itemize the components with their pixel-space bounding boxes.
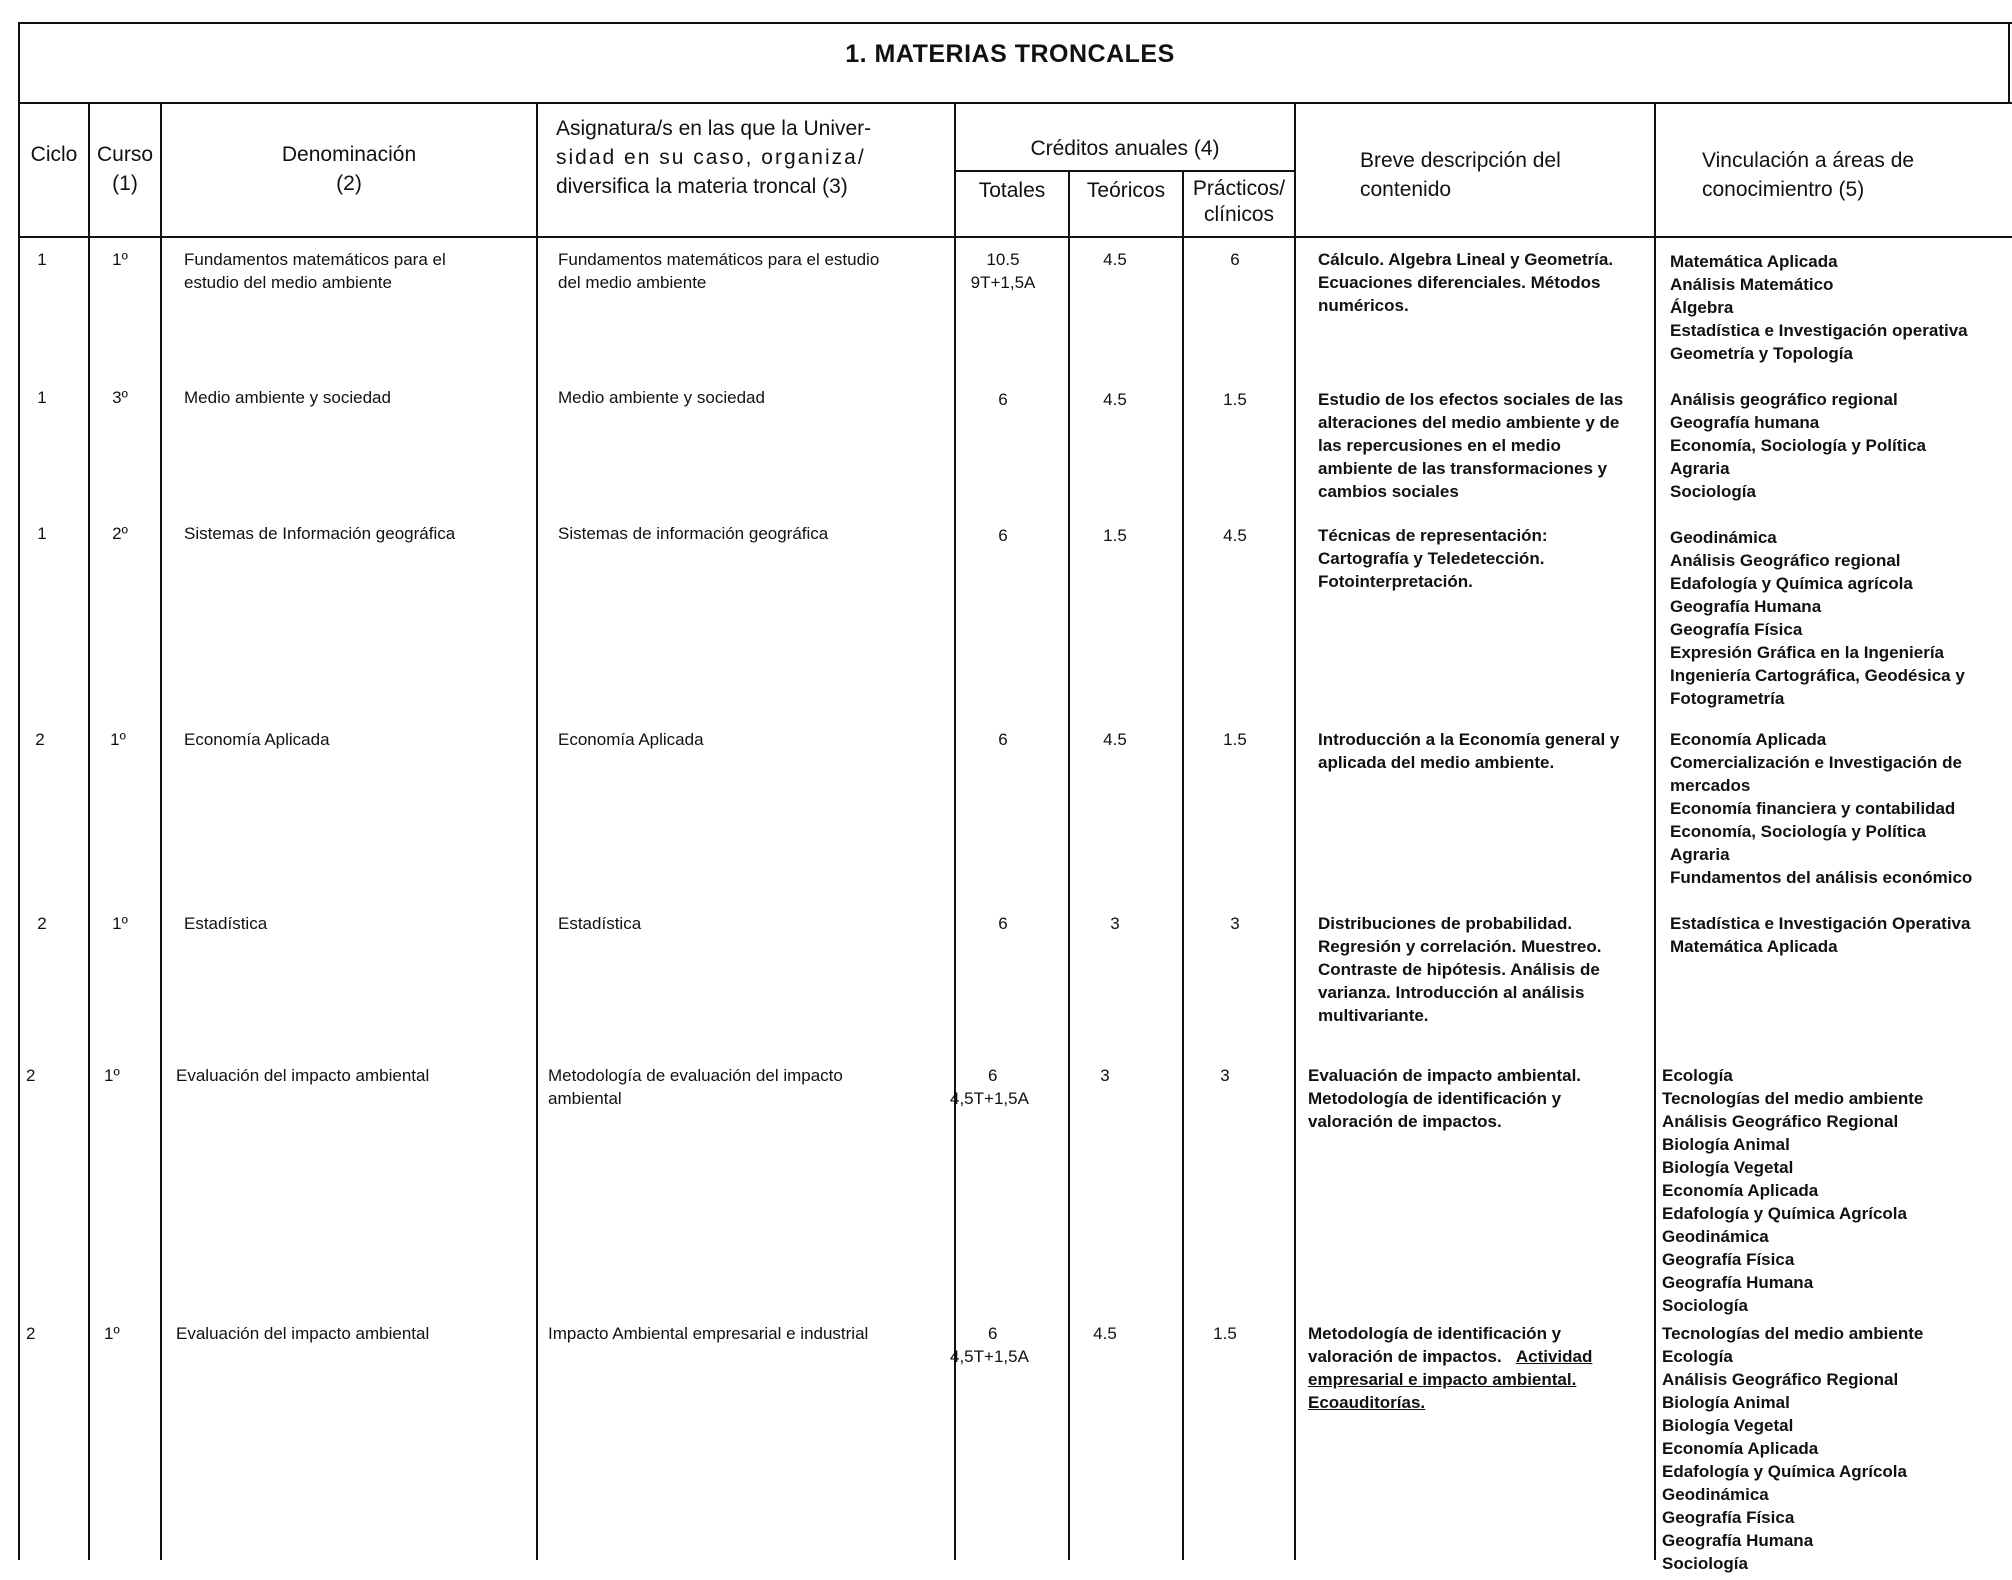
cell-teoricos: 4.5: [1103, 730, 1127, 749]
cell-descripcion-line: las repercusiones en el medio: [1318, 436, 1561, 455]
area-item: Biología Vegetal: [1662, 1416, 1794, 1435]
cell-denominacion-line: Evaluación del impacto ambiental: [176, 1324, 430, 1343]
area-item: Economía Aplicada: [1662, 1181, 1819, 1200]
area-item: Agraria: [1670, 459, 1730, 478]
cell-practicos: 3: [1230, 914, 1240, 933]
cell-asignatura: [548, 1322, 868, 1345]
area-item: Economía, Sociología y Política: [1670, 822, 1927, 841]
area-item: Estadística e Investigación operativa: [1670, 321, 1968, 340]
column-divider-teoricos: [1182, 170, 1184, 1560]
cell-ciclo: 2: [26, 1324, 36, 1343]
area-item: Geometría y Topología: [1670, 344, 1853, 363]
cell-descripcion-underlined: empresarial e impacto ambiental.: [1308, 1370, 1577, 1389]
cell-ciclo: 1: [37, 388, 47, 407]
cell-descripcion-text: valoración de impactos.: [1308, 1347, 1502, 1366]
header-totales-label: Totales: [978, 179, 1046, 202]
cell-curso: 1º: [112, 250, 128, 269]
cell-descripcion-line: Regresión y correlación. Muestreo.: [1318, 937, 1602, 956]
cell-descripcion: [1308, 1064, 1581, 1133]
header-denominacion-label: Denominación: [281, 143, 417, 166]
cell-denominacion: [184, 728, 330, 751]
column-divider-descripcion: [1654, 102, 1656, 1560]
header-teoricos-label: Teóricos: [1086, 179, 1166, 202]
cell-descripcion-line: varianza. Introducción al análisis: [1318, 983, 1585, 1002]
column-divider-creditos: [1294, 102, 1296, 1560]
cell-descripcion-line: alteraciones del medio ambiente y de: [1318, 413, 1620, 432]
cell-descripcion: [1308, 1322, 1592, 1414]
cell-descripcion-line: Metodología de identificación y: [1308, 1324, 1562, 1343]
cell-descripcion-line: Contraste de hipótesis. Análisis de: [1318, 960, 1600, 979]
cell-descripcion-line: Metodología de identificación y: [1308, 1089, 1562, 1108]
cell-descripcion-line: Distribuciones de probabilidad.: [1318, 914, 1573, 933]
cell-curso: 1º: [110, 730, 126, 749]
cell-practicos: 1.5: [1213, 1324, 1237, 1343]
cell-descripcion-underlined: Actividad: [1515, 1347, 1593, 1366]
cell-totales-line: 6: [988, 1324, 998, 1343]
column-divider-totales: [1068, 170, 1070, 1560]
cell-denominacion: [184, 912, 267, 935]
header-denominacion-note: (2): [336, 172, 362, 195]
header-vinculacion: [1702, 146, 2002, 204]
area-item: Geografía Física: [1662, 1250, 1795, 1269]
area-item: mercados: [1670, 776, 1751, 795]
area-item: Edafología y Química agrícola: [1670, 574, 1913, 593]
cell-curso: 1º: [104, 1324, 120, 1343]
column-divider-curso: [160, 102, 162, 1560]
cell-denominacion-line: Estadística: [184, 914, 268, 933]
header-descripcion: [1360, 146, 1650, 204]
cell-descripcion-line: Introducción a la Economía general y: [1318, 730, 1620, 749]
cell-descripcion-line: Fotointerpretación.: [1318, 572, 1473, 591]
area-item: Ecología: [1662, 1066, 1733, 1085]
cell-asignatura: [558, 728, 704, 751]
header-curso-note: (1): [112, 172, 138, 195]
area-item: Matemática Aplicada: [1670, 937, 1838, 956]
title-bottom-border: [18, 102, 2012, 104]
area-item: Edafología y Química Agrícola: [1662, 1204, 1907, 1223]
area-item: Geodinámica: [1670, 528, 1777, 547]
cell-asignatura-line: Metodología de evaluación del impacto: [548, 1066, 843, 1085]
header-denominacion: [162, 140, 536, 198]
cell-asignatura-line: Medio ambiente y sociedad: [558, 388, 765, 407]
area-item: Fotogrametría: [1670, 689, 1785, 708]
area-item: Geografía Humana: [1670, 597, 1822, 616]
header-practicos-line1: Prácticos/: [1192, 177, 1286, 200]
area-item: Sociología: [1670, 482, 1756, 501]
cell-denominacion: [184, 522, 455, 545]
cell-descripcion-line: Cartografía y Teledetección.: [1318, 549, 1545, 568]
cell-totales: [950, 1064, 1029, 1110]
header-ciclo: [20, 140, 88, 169]
cell-totales: [958, 728, 1048, 751]
header-bottom-border: [18, 236, 2012, 238]
cell-areas: [1670, 912, 1970, 958]
area-item: Análisis Geográfico regional: [1670, 551, 1901, 570]
cell-asignatura: [548, 1064, 843, 1110]
cell-practicos: 1.5: [1223, 730, 1247, 749]
cell-asignatura-line: Sistemas de información geográfica: [558, 524, 829, 543]
area-item: Biología Animal: [1662, 1393, 1790, 1412]
cell-asignatura-line: Economía Aplicada: [558, 730, 704, 749]
area-item: Economía Aplicada: [1670, 730, 1827, 749]
cell-asignatura-line: Impacto Ambiental empresarial e industrial: [548, 1324, 869, 1343]
cell-descripcion: [1318, 524, 1548, 593]
header-creditos: [956, 134, 1294, 163]
header-teoricos: [1070, 176, 1182, 205]
cell-totales-line: 6: [998, 526, 1008, 545]
cell-asignatura-line: Fundamentos matemáticos para el estudio: [558, 250, 880, 269]
area-item: Ecología: [1662, 1347, 1733, 1366]
header-asignatura-line3: diversifica la materia troncal (3): [556, 175, 848, 198]
page-title: 1. MATERIAS TRONCALES: [845, 40, 1175, 68]
cell-descripcion-line: Ecuaciones diferenciales. Métodos: [1318, 273, 1601, 292]
header-vinculacion-line2: conocimientro (5): [1702, 178, 1865, 201]
cell-asignatura-line: del medio ambiente: [558, 273, 707, 292]
cell-descripcion: [1318, 248, 1613, 317]
cell-curso: 2º: [112, 524, 128, 543]
area-item: Economía, Sociología y Política: [1670, 436, 1927, 455]
cell-descripcion-line: valoración de impactos.: [1308, 1112, 1502, 1131]
cell-totales-line: 10.5: [986, 250, 1020, 269]
header-descripcion-line2: contenido: [1360, 178, 1452, 201]
cell-curso: 3º: [112, 388, 128, 407]
cell-descripcion: [1318, 728, 1619, 774]
area-item: Sociología: [1662, 1554, 1748, 1573]
area-item: Biología Vegetal: [1662, 1158, 1794, 1177]
cell-denominacion-line: Evaluación del impacto ambiental: [176, 1066, 430, 1085]
cell-descripcion-line: numéricos.: [1318, 296, 1409, 315]
cell-asignatura: [558, 386, 765, 409]
cell-descripcion-line: ambiente de las transformaciones y: [1318, 459, 1608, 478]
cell-totales: [958, 388, 1048, 411]
cell-practicos: 6: [1230, 250, 1240, 269]
cell-asignatura: [558, 912, 641, 935]
area-item: Matemática Aplicada: [1670, 252, 1838, 271]
area-item: Álgebra: [1670, 298, 1734, 317]
cell-denominacion-line: Sistemas de Información geográfica: [184, 524, 456, 543]
cell-asignatura: [558, 248, 879, 294]
area-item: Geodinámica: [1662, 1227, 1769, 1246]
cell-areas: [1670, 526, 1965, 710]
cell-practicos: 4.5: [1223, 526, 1247, 545]
cell-descripcion-line: multivariante.: [1318, 1006, 1429, 1025]
column-divider-ciclo: [88, 102, 90, 1560]
cell-areas: [1670, 728, 1972, 889]
cell-denominacion-line: Fundamentos matemáticos para el: [184, 250, 446, 269]
header-practicos: [1184, 176, 1294, 228]
area-item: Tecnologías del medio ambiente: [1662, 1324, 1924, 1343]
cell-teoricos: 3: [1100, 1066, 1110, 1085]
header-asignatura: [556, 114, 954, 201]
area-item: Geografía Humana: [1662, 1273, 1814, 1292]
area-item: Fundamentos del análisis económico: [1670, 868, 1973, 887]
area-item: Geografía Humana: [1662, 1531, 1814, 1550]
cell-totales: [958, 248, 1048, 294]
cell-descripcion-line: Evaluación de impacto ambiental.: [1308, 1066, 1582, 1085]
cell-totales-line: 4,5T+1,5A: [950, 1347, 1029, 1366]
header-asignatura-line1: Asignatura/s en las que la Univer-: [556, 117, 872, 140]
cell-descripcion-line: Técnicas de representación:: [1318, 526, 1548, 545]
area-item: Edafología y Química Agrícola: [1662, 1462, 1907, 1481]
cell-descripcion-line: aplicada del medio ambiente.: [1318, 753, 1555, 772]
cell-ciclo: 1: [37, 524, 47, 543]
area-item: Geografía Física: [1662, 1508, 1795, 1527]
area-item: Estadística e Investigación Operativa: [1670, 914, 1971, 933]
area-item: Geodinámica: [1662, 1485, 1769, 1504]
cell-curso: 1º: [112, 914, 128, 933]
area-item: Análisis Matemático: [1670, 275, 1834, 294]
cell-totales: [958, 524, 1048, 547]
cell-curso: 1º: [104, 1066, 120, 1085]
area-item: Agraria: [1670, 845, 1730, 864]
cell-totales-line: 6: [988, 1066, 998, 1085]
header-curso-label: Curso: [96, 143, 154, 166]
cell-descripcion-line: Cálculo. Algebra Lineal y Geometría.: [1318, 250, 1614, 269]
area-item: Sociología: [1662, 1296, 1748, 1315]
cell-descripcion-line: [1308, 1345, 1592, 1368]
area-item: Comercialización e Investigación de: [1670, 753, 1962, 772]
cell-descripcion: [1318, 912, 1601, 1027]
header-creditos-label: Créditos anuales (4): [1030, 137, 1220, 160]
cell-denominacion: [184, 386, 391, 409]
cell-totales-line: 6: [998, 390, 1008, 409]
cell-descripcion-line: Estudio de los efectos sociales de las: [1318, 390, 1624, 409]
area-item: Economía Aplicada: [1662, 1439, 1819, 1458]
cell-teoricos: 4.5: [1103, 390, 1127, 409]
header-practicos-line2: clínicos: [1203, 203, 1275, 226]
cell-denominacion-line: estudio del medio ambiente: [184, 273, 392, 292]
cell-denominacion: [176, 1064, 429, 1087]
cell-descripcion-underlined: Ecoauditorías.: [1308, 1393, 1426, 1412]
area-item: Economía financiera y contabilidad: [1670, 799, 1956, 818]
cell-areas: [1662, 1322, 1923, 1575]
column-divider-denominacion: [536, 102, 538, 1560]
area-item: Ingeniería Cartográfica, Geodésica y: [1670, 666, 1965, 685]
cell-totales: [950, 1322, 1029, 1368]
cell-ciclo: 2: [35, 730, 45, 749]
cell-denominacion: [184, 248, 446, 294]
creditos-subheader-border: [954, 170, 1294, 172]
cell-totales: [958, 912, 1048, 935]
area-item: Expresión Gráfica en la Ingeniería: [1670, 643, 1944, 662]
header-ciclo-label: Ciclo: [30, 143, 78, 166]
cell-areas: [1670, 250, 1968, 365]
area-item: Tecnologías del medio ambiente: [1662, 1089, 1924, 1108]
area-item: Biología Animal: [1662, 1135, 1790, 1154]
cell-totales-line: 6: [998, 914, 1008, 933]
frame-right-border: [2008, 22, 2010, 102]
area-item: Análisis Geográfico Regional: [1662, 1370, 1899, 1389]
cell-ciclo: 2: [37, 914, 47, 933]
header-asignatura-line2: sidad en su caso, organiza/: [556, 146, 866, 169]
cell-teoricos: 1.5: [1103, 526, 1127, 545]
header-totales: [956, 176, 1068, 205]
cell-denominacion-line: Economía Aplicada: [184, 730, 330, 749]
cell-ciclo: 2: [26, 1066, 36, 1085]
cell-totales-line: 6: [998, 730, 1008, 749]
cell-asignatura: [558, 522, 828, 545]
cell-teoricos: 3: [1110, 914, 1120, 933]
cell-areas: [1670, 388, 1926, 503]
cell-teoricos: 4.5: [1093, 1324, 1117, 1343]
cell-totales-line: 4,5T+1,5A: [950, 1089, 1029, 1108]
cell-practicos: 3: [1220, 1066, 1230, 1085]
area-item: Análisis geográfico regional: [1670, 390, 1898, 409]
cell-asignatura-line: Estadística: [558, 914, 642, 933]
cell-denominacion-line: Medio ambiente y sociedad: [184, 388, 391, 407]
frame-top-border: [18, 22, 2012, 24]
header-curso: [90, 140, 160, 198]
cell-areas: [1662, 1064, 1923, 1317]
header-descripcion-line1: Breve descripción del: [1360, 149, 1561, 172]
cell-asignatura-line: ambiental: [548, 1089, 622, 1108]
cell-practicos: 1.5: [1223, 390, 1247, 409]
area-item: Geografía humana: [1670, 413, 1820, 432]
cell-totales-line: 9T+1,5A: [970, 273, 1036, 292]
header-vinculacion-line1: Vinculación a áreas de: [1702, 149, 1915, 172]
cell-descripcion-line: cambios sociales: [1318, 482, 1459, 501]
area-item: Análisis Geográfico Regional: [1662, 1112, 1899, 1131]
cell-ciclo: 1: [37, 250, 47, 269]
cell-denominacion: [176, 1322, 429, 1345]
cell-teoricos: 4.5: [1103, 250, 1127, 269]
cell-descripcion: [1318, 388, 1623, 503]
area-item: Geografía Física: [1670, 620, 1803, 639]
